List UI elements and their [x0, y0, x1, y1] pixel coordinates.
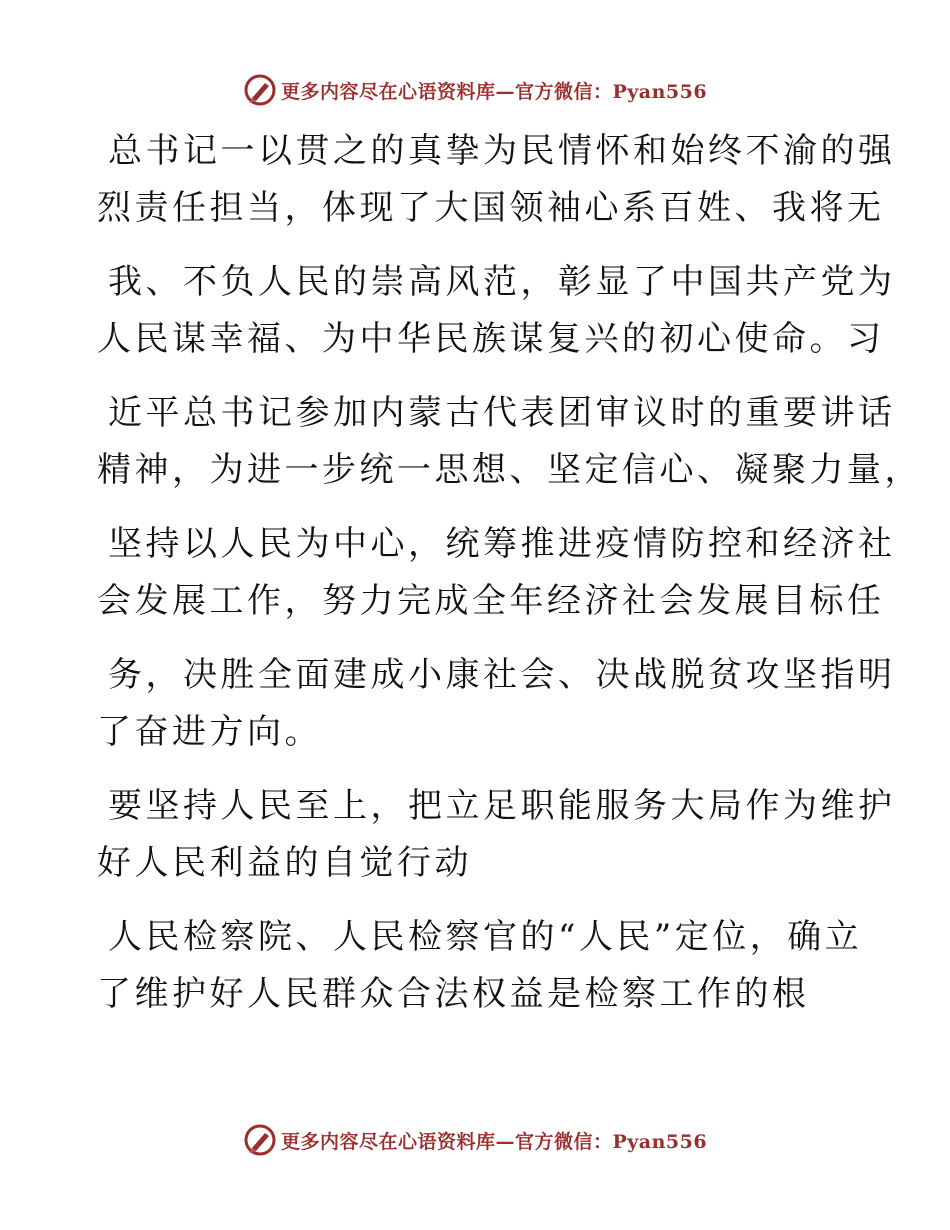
text-line-14: 了维护好人民群众合法权益是检察工作的根 [97, 974, 810, 1014]
text-line-12: 好人民利益的自觉行动 [97, 843, 472, 883]
text-line-1: 总书记一以贯之的真挚为民情怀和始终不渝的强 [108, 131, 896, 171]
text-line-6: 精神，为进一步统一思想、坚定信心、凝聚力量， [97, 450, 922, 490]
text-line-8: 会发展工作，努力完成全年经济社会发展目标任 [97, 581, 885, 621]
footer-banner [0, 1120, 950, 1160]
text-line-10: 了奋进方向。 [97, 712, 322, 752]
footer-brand-text: 更多内容尽在心语资料库—官方微信：Pyan556 [280, 1130, 708, 1153]
text-line-11: 要坚持人民至上，把立足职能服务大局作为维护 [108, 786, 896, 826]
text-line-2: 烈责任担当，体现了大国领袖心系百姓、我将无 [97, 188, 885, 228]
text-line-13: 人民检察院、人民检察官的“人民”定位，确立 [108, 917, 863, 957]
text-line-3: 我、不负人民的崇高风范，彰显了中国共产党为 [108, 262, 896, 302]
text-line-5: 近平总书记参加内蒙古代表团审议时的重要讲话 [108, 393, 896, 433]
header-brand-text: 更多内容尽在心语资料库—官方微信：Pyan556 [280, 80, 708, 103]
text-line-4: 人民谋幸福、为中华民族谋复兴的初心使命。习 [97, 319, 885, 359]
text-line-9: 务，决胜全面建成小康社会、决战脱贫攻坚指明 [108, 655, 896, 695]
text-line-7: 坚持以人民为中心，统筹推进疫情防控和经济社 [108, 524, 896, 564]
pen-logo-icon [243, 1123, 277, 1157]
